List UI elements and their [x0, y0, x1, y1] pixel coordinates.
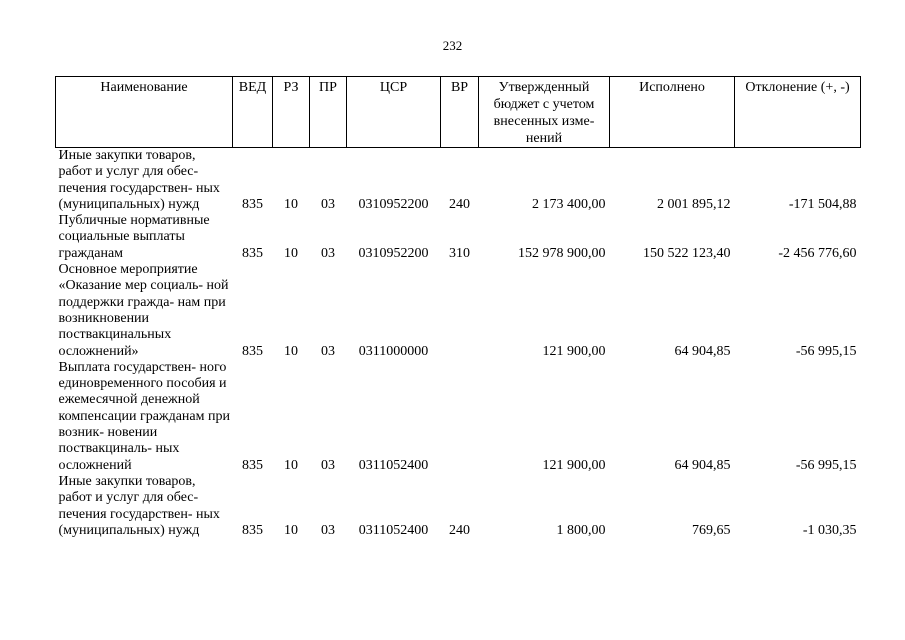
column-header-rz: РЗ [273, 77, 310, 148]
row-executed: 2 001 895,12 [657, 196, 731, 212]
table-header-row [56, 77, 861, 148]
table-row [56, 360, 861, 474]
column-header-approved: Утвержденный бюджет с учетом внесенных изме- нений [479, 77, 610, 148]
row-deviation: -1 030,35 [802, 522, 857, 538]
table-row [56, 262, 861, 360]
budget-table [55, 76, 861, 539]
column-header-name: Наименование [56, 77, 233, 148]
row-pr: 03 [321, 245, 335, 261]
row-executed: 769,65 [692, 522, 731, 538]
row-name: Иные закупки товаров, работ и услуг для обес- печения государствен- ных (муниципальных) нужд [58, 473, 220, 538]
table-row [56, 213, 861, 262]
table-row [56, 148, 861, 214]
row-csr: 0310952200 [358, 245, 429, 261]
row-executed: 64 904,85 [674, 457, 731, 473]
row-vr: 240 [449, 196, 470, 212]
row-vr: 240 [449, 522, 470, 538]
row-vr [441, 360, 479, 474]
row-csr: 0311052400 [358, 457, 429, 473]
row-rz: 10 [284, 457, 298, 473]
row-ved: 835 [242, 343, 263, 359]
row-approved: 2 173 400,00 [532, 196, 606, 212]
row-rz: 10 [284, 522, 298, 538]
row-csr: 0311000000 [358, 343, 429, 359]
row-ved: 835 [242, 196, 263, 212]
row-deviation: -56 995,15 [795, 457, 857, 473]
row-ved: 835 [242, 522, 263, 538]
column-header-csr: ЦСР [347, 77, 441, 148]
row-deviation: -171 504,88 [788, 196, 857, 212]
row-approved: 1 800,00 [556, 522, 606, 538]
row-deviation: -56 995,15 [795, 343, 857, 359]
page-number: 232 [442, 38, 463, 53]
column-header-deviation: Отклонение (+, -) [735, 77, 861, 148]
row-approved: 152 978 900,00 [518, 245, 606, 261]
row-ved: 835 [242, 457, 263, 473]
table-row [56, 474, 861, 539]
row-pr: 03 [321, 457, 335, 473]
column-header-ved: ВЕД [233, 77, 273, 148]
row-name: Иные закупки товаров, работ и услуг для обес- печения государствен- ных (муниципальных) нужд [58, 148, 220, 212]
row-vr [441, 262, 479, 360]
row-csr: 0310952200 [358, 196, 429, 212]
row-name: Выплата государствен- ного единовременного пособия и ежемесячной денежной компенсации гражданам при возник- новении поствакциналь- ных осложнений [58, 359, 230, 473]
column-header-executed: Исполнено [610, 77, 735, 148]
row-name: Основное мероприятие «Оказание мер социаль- ной поддержки гражда- нам при возникновении поствакцинальных осложнений» [58, 262, 229, 359]
row-pr: 03 [321, 196, 335, 212]
row-pr: 03 [321, 522, 335, 538]
row-executed: 64 904,85 [674, 343, 731, 359]
column-header-pr: ПР [310, 77, 347, 148]
row-name: Публичные нормативные социальные выплаты гражданам [58, 213, 210, 261]
row-rz: 10 [284, 245, 298, 261]
row-vr: 310 [449, 245, 470, 261]
row-csr: 0311052400 [358, 522, 429, 538]
row-rz: 10 [284, 343, 298, 359]
row-approved: 121 900,00 [542, 457, 606, 473]
row-approved: 121 900,00 [542, 343, 606, 359]
row-rz: 10 [284, 196, 298, 212]
column-header-vr: ВР [441, 77, 479, 148]
row-executed: 150 522 123,40 [643, 245, 731, 261]
row-deviation: -2 456 776,60 [778, 245, 857, 261]
row-pr: 03 [321, 343, 335, 359]
row-ved: 835 [242, 245, 263, 261]
